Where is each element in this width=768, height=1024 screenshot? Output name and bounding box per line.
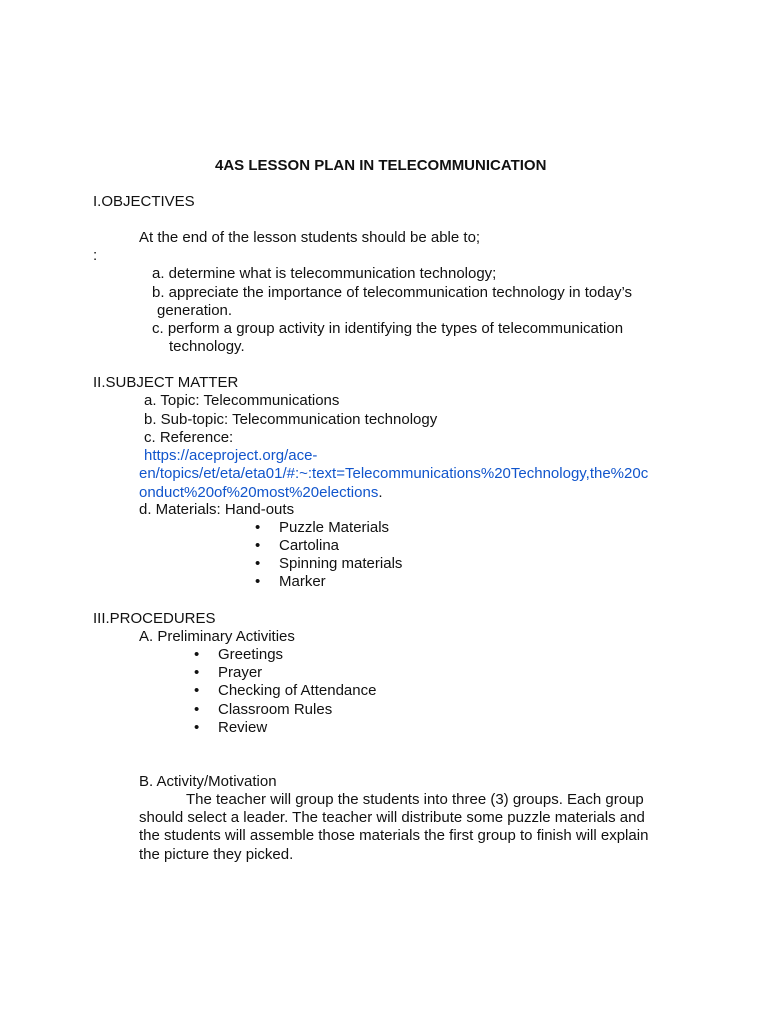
material-item: Cartolina (279, 537, 340, 554)
objective-item-b-cont: generation. (157, 302, 233, 319)
objectives-intro: At the end of the lesson students should be able to; (139, 229, 481, 246)
reference-link-tail[interactable]: onduct%20of%20most%20elections (139, 484, 379, 501)
reference-link-line-2[interactable]: en/topics/et/eta/eta01/#:~:text=Telecommunications%20Technology,the%20c (139, 465, 649, 482)
preliminary-item: Review (218, 719, 268, 736)
objective-item-c-cont: technology. (169, 338, 245, 355)
subject-subtopic: b. Sub-topic: Telecommunication technology (144, 411, 438, 428)
bullet-glyph: • (255, 519, 261, 536)
procedures-heading: III.PROCEDURES (93, 610, 216, 627)
objective-item-b: b. appreciate the importance of telecommunication technology in today’s (152, 284, 633, 301)
bullet-glyph: • (255, 537, 261, 554)
activity-motivation-label: B. Activity/Motivation (139, 773, 277, 790)
bullet-glyph: • (255, 555, 261, 572)
bullet-glyph: • (194, 646, 200, 663)
preliminary-activities-label: A. Preliminary Activities (139, 628, 295, 645)
activity-paragraph-line: The teacher will group the students into three (3) groups. Each group (186, 791, 644, 808)
objective-item-a: a. determine what is telecommunication technology; (152, 265, 497, 282)
material-item: Puzzle Materials (279, 519, 390, 536)
bullet-glyph: • (194, 719, 200, 736)
document-title: 4AS LESSON PLAN IN TELECOMMUNICATION (215, 157, 547, 174)
objective-item-c: c. perform a group activity in identifying the types of telecommunication (152, 320, 624, 337)
reference-period: . (378, 484, 383, 501)
preliminary-item: Greetings (218, 646, 284, 663)
bullet-glyph: • (194, 701, 200, 718)
activity-paragraph-line: the students will assemble those materials the first group to finish will explain (139, 827, 649, 844)
reference-link-line-1[interactable]: https://aceproject.org/ace- (144, 447, 318, 464)
bullet-glyph: • (194, 682, 200, 699)
subject-materials-label: d. Materials: Hand-outs (139, 501, 295, 518)
bullet-glyph: • (194, 664, 200, 681)
preliminary-item: Checking of Attendance (218, 682, 377, 699)
stray-colon: : (93, 247, 98, 264)
preliminary-item: Classroom Rules (218, 701, 333, 718)
objectives-heading: I.OBJECTIVES (93, 193, 195, 210)
activity-paragraph-line: should select a leader. The teacher will distribute some puzzle materials and (139, 809, 645, 826)
bullet-glyph: • (255, 573, 261, 590)
reference-link-line-3 (139, 484, 383, 502)
material-item: Marker (279, 573, 326, 590)
subject-topic: a. Topic: Telecommunications (144, 392, 340, 409)
activity-paragraph-line: the picture they picked. (139, 846, 294, 863)
subject-matter-heading: II.SUBJECT MATTER (93, 374, 239, 391)
subject-reference-label: c. Reference: (144, 429, 234, 446)
preliminary-item: Prayer (218, 664, 263, 681)
material-item: Spinning materials (279, 555, 403, 572)
